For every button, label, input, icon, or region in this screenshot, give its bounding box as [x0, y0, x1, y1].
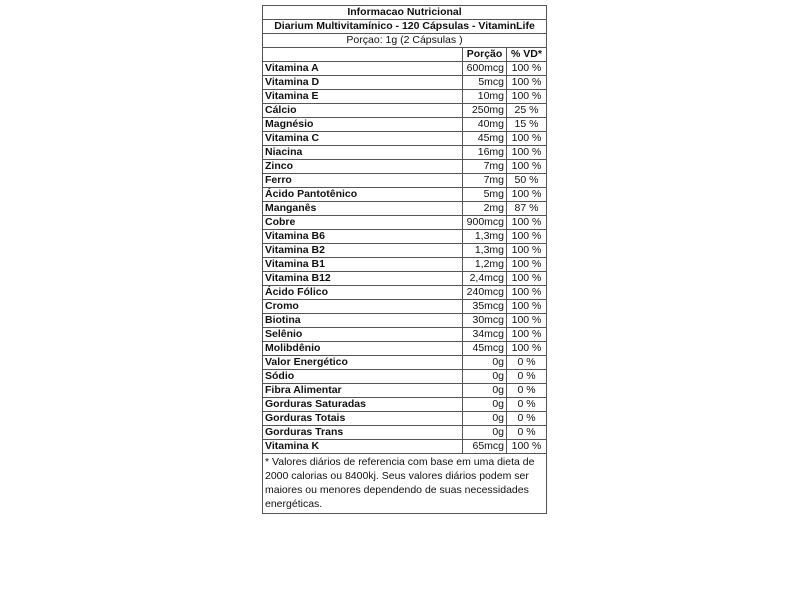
table-row [263, 328, 547, 342]
product-name: Diarium Multivitamínico - 120 Cápsulas - VitaminLife [263, 20, 547, 34]
nutrient-name: Molibdênio [263, 342, 463, 356]
table-title: Informacao Nutricional [263, 6, 547, 20]
table-row [263, 258, 547, 272]
nutrient-name: Ferro [263, 174, 463, 188]
vd-value: 100 % [507, 258, 547, 272]
nutrient-name: Vitamina B6 [263, 230, 463, 244]
table-row [263, 314, 547, 328]
nutrient-name: Ácido Pantotênico [263, 188, 463, 202]
vd-value: 0 % [507, 398, 547, 412]
nutrient-name: Niacina [263, 146, 463, 160]
table-row [263, 398, 547, 412]
portion-value: 16mg [463, 146, 507, 160]
title-row [263, 6, 547, 20]
nutrition-table [262, 5, 547, 514]
vd-value: 100 % [507, 286, 547, 300]
nutrient-name: Cobre [263, 216, 463, 230]
vd-value: 100 % [507, 272, 547, 286]
nutrient-name: Gorduras Totais [263, 412, 463, 426]
vd-value: 100 % [507, 146, 547, 160]
portion-value: 0g [463, 426, 507, 440]
vd-value: 25 % [507, 104, 547, 118]
table-row [263, 188, 547, 202]
table-row [263, 384, 547, 398]
vd-value: 0 % [507, 412, 547, 426]
nutrition-facts-panel [262, 5, 546, 514]
vd-value: 100 % [507, 440, 547, 454]
table-row [263, 132, 547, 146]
portion-value: 1,3mg [463, 244, 507, 258]
vd-value: 0 % [507, 384, 547, 398]
vd-value: 15 % [507, 118, 547, 132]
portion-value: 45mcg [463, 342, 507, 356]
portion-value: 0g [463, 398, 507, 412]
portion-value: 240mcg [463, 286, 507, 300]
vd-value: 100 % [507, 132, 547, 146]
nutrient-name: Selênio [263, 328, 463, 342]
nutrient-name: Vitamina E [263, 90, 463, 104]
portion-value: 900mcg [463, 216, 507, 230]
portion-value: 7mg [463, 174, 507, 188]
portion-value: 7mg [463, 160, 507, 174]
vd-value: 50 % [507, 174, 547, 188]
vd-value: 100 % [507, 76, 547, 90]
table-row [263, 146, 547, 160]
table-row [263, 160, 547, 174]
table-row [263, 90, 547, 104]
nutrient-name: Gorduras Trans [263, 426, 463, 440]
portion-value: 250mg [463, 104, 507, 118]
table-row [263, 272, 547, 286]
portion-value: 2mg [463, 202, 507, 216]
nutrient-name: Vitamina K [263, 440, 463, 454]
column-header-nutrient [263, 48, 463, 62]
table-row [263, 412, 547, 426]
nutrient-name: Vitamina B2 [263, 244, 463, 258]
portion-value: 0g [463, 370, 507, 384]
nutrient-name: Vitamina B1 [263, 258, 463, 272]
portion-value: 1,3mg [463, 230, 507, 244]
portion-value: 45mg [463, 132, 507, 146]
vd-value: 100 % [507, 90, 547, 104]
nutrient-name: Gorduras Saturadas [263, 398, 463, 412]
vd-value: 100 % [507, 188, 547, 202]
nutrient-name: Vitamina C [263, 132, 463, 146]
vd-value: 100 % [507, 230, 547, 244]
table-row [263, 230, 547, 244]
table-row [263, 440, 547, 454]
table-row [263, 202, 547, 216]
portion-value: 1,2mg [463, 258, 507, 272]
serving-row [263, 34, 547, 48]
nutrient-rows [263, 62, 547, 454]
vd-value: 100 % [507, 342, 547, 356]
table-row [263, 174, 547, 188]
nutrient-name: Cromo [263, 300, 463, 314]
table-row [263, 216, 547, 230]
nutrient-name: Vitamina D [263, 76, 463, 90]
nutrient-name: Vitamina B12 [263, 272, 463, 286]
portion-value: 35mcg [463, 300, 507, 314]
nutrient-name: Zinco [263, 160, 463, 174]
column-header-row [263, 48, 547, 62]
portion-value: 40mg [463, 118, 507, 132]
vd-value: 100 % [507, 216, 547, 230]
table-row [263, 356, 547, 370]
column-header-portion: Porção [463, 48, 507, 62]
serving-size: Porçao: 1g (2 Cápsulas ) [263, 34, 547, 48]
vd-value: 100 % [507, 160, 547, 174]
table-row [263, 118, 547, 132]
table-row [263, 426, 547, 440]
nutrient-name: Sódio [263, 370, 463, 384]
portion-value: 600mcg [463, 62, 507, 76]
footnote-row [263, 454, 547, 514]
nutrient-name: Manganês [263, 202, 463, 216]
portion-value: 0g [463, 384, 507, 398]
table-row [263, 104, 547, 118]
nutrient-name: Vitamina A [263, 62, 463, 76]
table-row [263, 286, 547, 300]
table-row [263, 300, 547, 314]
portion-value: 30mcg [463, 314, 507, 328]
portion-value: 0g [463, 356, 507, 370]
portion-value: 0g [463, 412, 507, 426]
vd-value: 0 % [507, 426, 547, 440]
portion-value: 2,4mcg [463, 272, 507, 286]
table-row [263, 62, 547, 76]
vd-value: 100 % [507, 62, 547, 76]
nutrient-name: Magnésio [263, 118, 463, 132]
table-row [263, 76, 547, 90]
nutrient-name: Cálcio [263, 104, 463, 118]
vd-value: 100 % [507, 314, 547, 328]
portion-value: 10mg [463, 90, 507, 104]
table-row [263, 244, 547, 258]
footnote: * Valores diários de referencia com base em uma dieta de 2000 calorias ou 8400kj. Seus valores diários podem ser maiores ou menores dependendo de suas necessidades energéticas. [263, 454, 547, 514]
vd-value: 0 % [507, 356, 547, 370]
product-row [263, 20, 547, 34]
nutrient-name: Fibra Alimentar [263, 384, 463, 398]
portion-value: 34mcg [463, 328, 507, 342]
column-header-vd: % VD* [507, 48, 547, 62]
vd-value: 100 % [507, 300, 547, 314]
portion-value: 65mcg [463, 440, 507, 454]
vd-value: 100 % [507, 244, 547, 258]
nutrient-name: Valor Energético [263, 356, 463, 370]
vd-value: 100 % [507, 328, 547, 342]
nutrient-name: Biotina [263, 314, 463, 328]
portion-value: 5mcg [463, 76, 507, 90]
vd-value: 0 % [507, 370, 547, 384]
nutrient-name: Ácido Fólico [263, 286, 463, 300]
table-row [263, 370, 547, 384]
table-row [263, 342, 547, 356]
vd-value: 87 % [507, 202, 547, 216]
portion-value: 5mg [463, 188, 507, 202]
